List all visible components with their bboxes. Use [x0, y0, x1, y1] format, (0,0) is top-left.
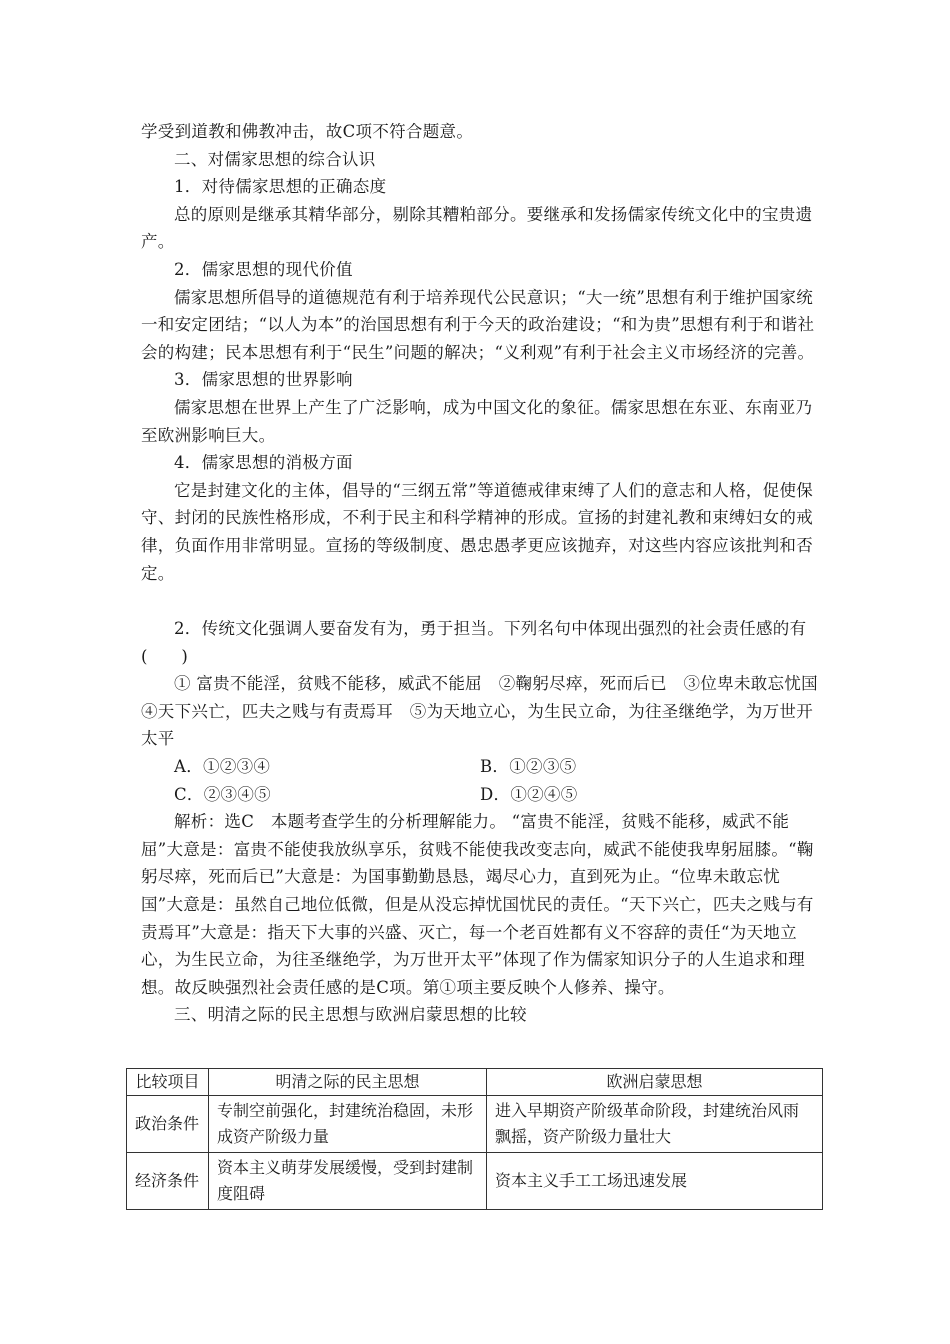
options-row — [141, 781, 821, 809]
subheading: 4．儒家思想的消极方面 — [174, 453, 353, 473]
paragraph: 它是封建文化的主体，倡导的“三纲五常”等道德戒律束缚了人们的意志和人格，促使保守、封闭的民族性格形成，不利于民主和科学精神的形成。宣扬的封建礼教和束缚妇女的戒律，负面作用非常明显。宣扬的等级制度、愚忠愚孝更应该抛弃，对这些内容应该批判和否定。 — [141, 480, 814, 583]
table-row-label: 经济条件 — [127, 1153, 209, 1210]
table-cell: 专制空前强化，封建统治稳固，未形成资产阶级力量 — [209, 1096, 487, 1153]
table-cell: 进入早期资产阶级革命阶段，封建统治风雨飘摇，资产阶级力量壮大 — [487, 1096, 823, 1153]
option-c: C．②③④⑤ — [174, 784, 271, 804]
question-items: ① 富贵不能淫，贫贱不能移，威武不能屈 ②鞠躬尽瘁，死而后已 ③位卑未敢忘忧国 ④天下兴亡，匹夫之贱与有责焉耳 ⑤为天地立心，为生民立命，为往圣继绝学，为万世开太平 — [141, 674, 835, 749]
paragraph-continuation: 学受到道教和佛教冲击，故C项不符合题意。 — [141, 122, 474, 141]
table-row — [127, 1096, 823, 1153]
options-row — [141, 753, 821, 781]
table-header-row — [127, 1069, 823, 1096]
subheading: 3．儒家思想的世界影响 — [174, 370, 353, 390]
table-header-cell: 比较项目 — [127, 1069, 209, 1096]
table-header-cell: 明清之际的民主思想 — [209, 1069, 487, 1096]
table-row-label: 政治条件 — [127, 1096, 209, 1153]
paragraph: 总的原则是继承其精华部分，剔除其糟粕部分。要继承和发扬儒家传统文化中的宝贵遗产。 — [141, 204, 813, 252]
table-row — [127, 1153, 823, 1210]
option-d: D．①②④⑤ — [480, 784, 578, 804]
paragraph: 儒家思想所倡导的道德规范有利于培养现代公民意识；“大一统”思想有利于维护国家统一和安定团结；“以人为本”的治国思想有利于今天的政治建设；“和为贵”思想有利于和谐社会的构建；民本思想有利于“民生”问题的解决；“义利观”有利于社会主义市场经济的完善。 — [141, 287, 815, 362]
paragraph: 儒家思想在世界上产生了广泛影响，成为中国文化的象征。儒家思想在东亚、东南亚乃至欧洲影响巨大。 — [141, 397, 813, 445]
option-a: A．①②③④ — [174, 757, 271, 777]
section-heading: 三、明清之际的民主思想与欧洲启蒙思想的比较 — [174, 1005, 527, 1025]
subheading: 1．对待儒家思想的正确态度 — [174, 177, 387, 197]
comparison-table — [126, 1068, 823, 1210]
question-stem: 2．传统文化强调人要奋发有为，勇于担当。下列名句中体现出强烈的社会责任感的有( ) — [141, 619, 807, 666]
spacer — [141, 587, 821, 615]
subheading: 2．儒家思想的现代价值 — [174, 259, 353, 279]
section-heading: 二、对儒家思想的综合认识 — [174, 149, 376, 169]
table-cell: 资本主义手工工场迅速发展 — [487, 1153, 823, 1210]
document-body — [141, 118, 835, 1029]
table-header-cell: 欧洲启蒙思想 — [487, 1069, 823, 1096]
table-cell: 资本主义萌芽发展缓慢，受到封建制度阻碍 — [209, 1153, 487, 1210]
option-b: B．①②③⑤ — [480, 757, 577, 777]
analysis-paragraph: 解析：选C 本题考查学生的分析理解能力。 “富贵不能淫，贫贱不能移，威武不能屈”大意是：富贵不能使我放纵享乐，贫贱不能使我改变志向，威武不能使我卑躬屈膝。“鞠躬尽瘁，死而后已”大意是：为国事勤勤恳恳，竭尽心力，直到死为止。“位卑未敢忘忧国”大意是：虽然自己地位低微，但是从没忘掉忧国忧民的责任。“天下兴亡，匹夫之贱与有责焉耳”大意是：指天下大事的兴盛、灭亡，每一个老百姓都有义不容辞的责任“为天地立心，为生民立命，为往圣继绝学，为万世开太平”体现了作为儒家知识分子的人生追求和理想。故反映强烈社会责任感的是C项。第①项主要反映个人修养、操守。 — [141, 812, 814, 997]
